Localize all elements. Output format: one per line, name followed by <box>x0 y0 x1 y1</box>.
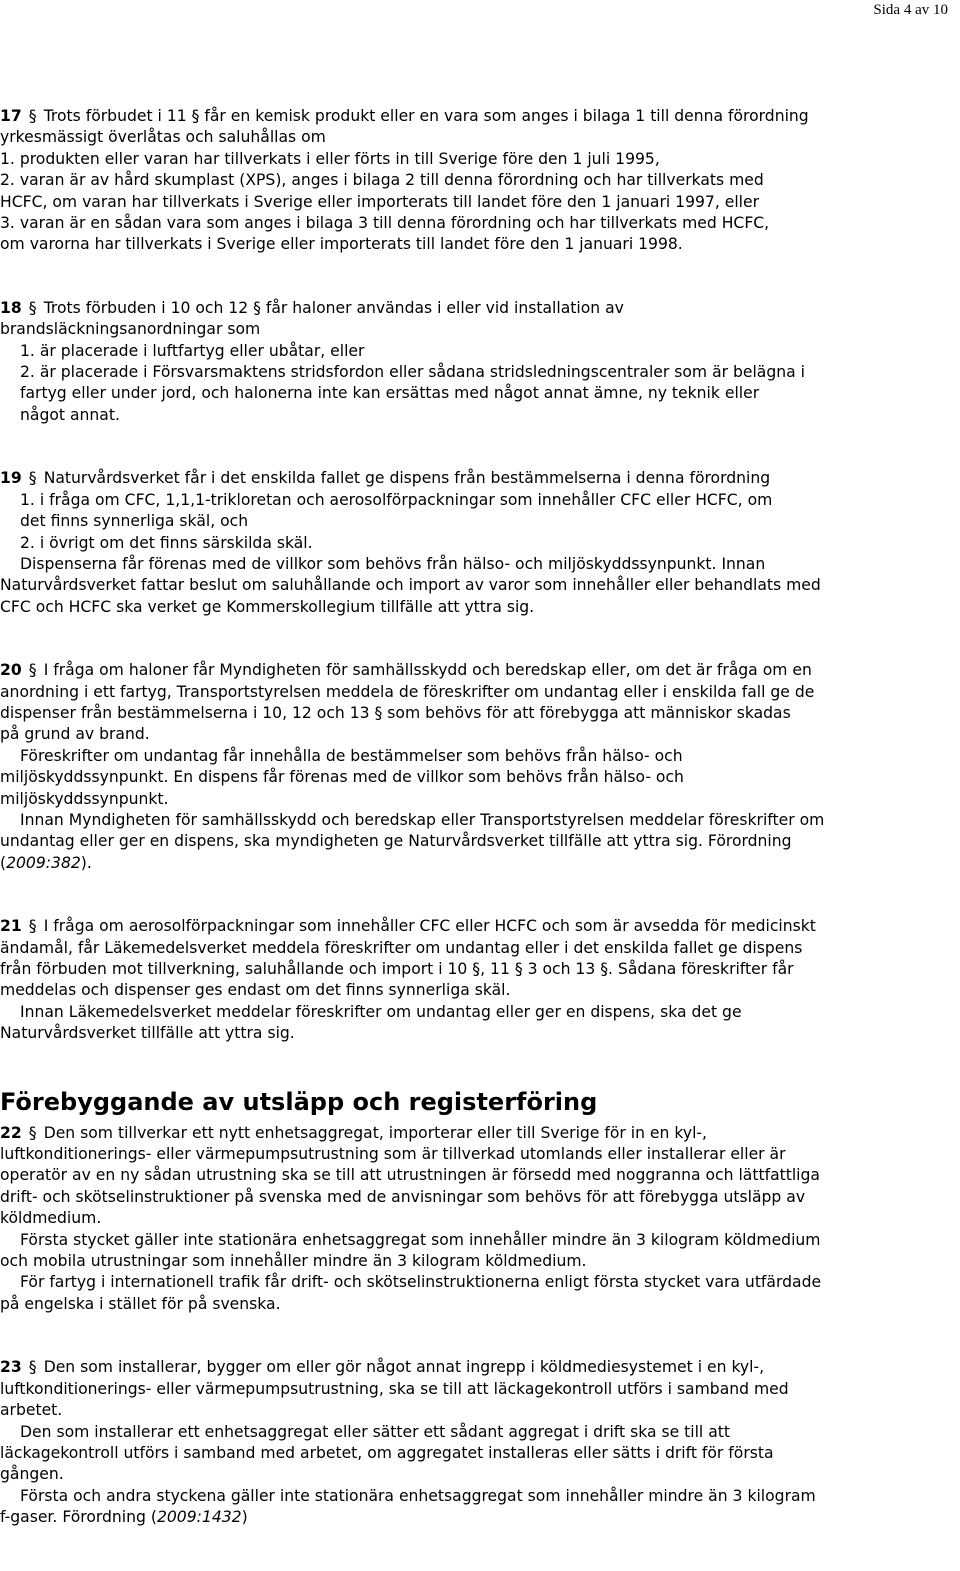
paragraph-number: 19 <box>0 469 22 488</box>
text-line <box>0 724 958 745</box>
text-line <box>0 1294 958 1315</box>
paragraph-17 <box>0 106 958 256</box>
text-line <box>0 1144 958 1165</box>
paragraph-number: 21 <box>0 917 22 936</box>
text-line <box>0 810 958 831</box>
text-line <box>0 1464 958 1485</box>
text-line <box>0 234 958 255</box>
text-line <box>0 1507 958 1528</box>
text-line <box>0 1486 958 1507</box>
line-text: Naturvårdsverket får i det enskilda fallet ge dispens från bestämmelserna i denna förordning <box>43 469 771 488</box>
paragraph-number: 20 <box>0 661 22 680</box>
line-text: f-gaser. Förordning (2009:1432) <box>0 1508 248 1527</box>
line-text: 1. är placerade i luftfartyg eller ubåtar, eller <box>20 341 365 360</box>
paragraph-number: 17 <box>0 107 22 125</box>
text-line <box>0 938 958 959</box>
line-text: (2009:382). <box>0 853 92 872</box>
line-text: på engelska i stället för på svenska. <box>0 1294 281 1313</box>
paragraph-group <box>0 1123 958 1529</box>
text-line <box>0 789 958 810</box>
text-line <box>0 1023 958 1044</box>
text-line <box>0 383 958 404</box>
section-heading: Förebyggande av utsläpp och registerföring <box>0 1087 598 1116</box>
text-line <box>0 597 958 618</box>
text-line <box>0 149 958 170</box>
line-text: läckagekontroll utförs i samband med arbetet, om aggregatet installeras eller sätts i drift för första <box>0 1443 774 1462</box>
line-text: yrkesmässigt överlåtas och saluhållas om <box>0 128 326 147</box>
text-line <box>0 1230 958 1251</box>
line-text: Första stycket gäller inte stationära enhetsaggregat som innehåller mindre än 3 kilogram köldmedium <box>20 1230 821 1249</box>
text-line <box>0 1379 958 1400</box>
text-line <box>0 170 958 191</box>
text-line <box>0 916 958 937</box>
text-line <box>0 980 958 1001</box>
line-text: I fråga om aerosolförpackningar som innehåller CFC eller HCFC och som är avsedda för medicinskt <box>43 917 816 936</box>
paragraph-19 <box>0 468 958 618</box>
paragraph-23 <box>0 1357 958 1528</box>
text-line <box>0 1357 958 1378</box>
text-line <box>0 405 958 426</box>
line-text: undantag eller ger en dispens, ska myndigheten ge Naturvårdsverket tillfälle att yttra sig. Förordning <box>0 832 792 851</box>
line-text: Trots förbudet i 11 § får en kemisk produkt eller en vara som anges i bilaga 1 till denna förordning <box>43 107 809 125</box>
line-text: dispenser från bestämmelserna i 10, 12 och 13 § som behövs för att förebygga att människor skadas <box>0 703 791 722</box>
text-line <box>0 341 958 362</box>
text-line <box>0 831 958 852</box>
text-line <box>0 468 958 489</box>
text-line <box>0 490 958 511</box>
line-text: om varorna har tillverkats i Sverige eller importerats till landet före den 1 januari 1998. <box>0 235 683 254</box>
text-line <box>0 575 958 596</box>
document-body <box>0 106 958 1571</box>
text-line <box>0 1165 958 1186</box>
text-line <box>0 746 958 767</box>
line-text: operatör av en ny sådan utrustning ska se till att utrustningen är försedd med noggranna och lättfattliga <box>0 1166 820 1185</box>
line-text: HCFC, om varan har tillverkats i Sverige eller importerats till landet före den 1 januari 1997, eller <box>0 192 760 211</box>
text-line <box>0 1002 958 1023</box>
line-text: Den som installerar ett enhetsaggregat eller sätter ett sådant aggregat i drift ska se till att <box>20 1422 731 1441</box>
line-text: 3. varan är en sådan vara som anges i bilaga 3 till denna förordning och har tillverkats med HCFC, <box>0 214 770 233</box>
text-line <box>0 1400 958 1421</box>
text-line <box>0 362 958 383</box>
line-text: ändamål, får Läkemedelsverket meddela föreskrifter om undantag eller i det enskilda fallet ge dispens <box>0 938 803 957</box>
line-text: 2. varan är av hård skumplast (XPS), anges i bilaga 2 till denna förordning och har tillverkats med <box>0 171 764 190</box>
text-line <box>0 1123 958 1144</box>
paragraph-20 <box>0 660 958 874</box>
text-line <box>0 533 958 554</box>
line-text: från förbuden mot tillverkning, saluhållande och import i 10 §, 11 § 3 och 13 §. Sådana föreskrifter får <box>0 960 794 978</box>
line-text: meddelas och dispenser ges endast om det finns synnerliga skäl. <box>0 981 511 1000</box>
paragraph-number: 23 <box>0 1358 22 1377</box>
text-line <box>0 554 958 575</box>
line-text: något annat. <box>20 405 120 424</box>
line-text: Naturvårdsverket tillfälle att yttra sig. <box>0 1024 295 1043</box>
line-text: CFC och HCFC ska verket ge Kommerskollegium tillfälle att yttra sig. <box>0 597 535 616</box>
section-sign-icon: § <box>28 469 37 488</box>
line-text: Föreskrifter om undantag får innehålla de bestämmelser som behövs från hälso- och <box>20 746 683 765</box>
text-line <box>0 1272 958 1293</box>
line-text: arbetet. <box>0 1401 63 1420</box>
line-text: drift- och skötselinstruktioner på svenska med de anvisningar som behövs för att förebygga utsläpp av <box>0 1187 806 1206</box>
line-text: brandsläckningsanordningar som <box>0 320 261 339</box>
text-line <box>0 1422 958 1443</box>
line-text: Innan Myndigheten för samhällsskydd och beredskap eller Transportstyrelsen meddelar föreskrifter om <box>20 810 825 829</box>
line-text: 2. i övrigt om det finns särskilda skäl. <box>20 533 313 552</box>
paragraph-number: 18 <box>0 298 22 317</box>
line-text: anordning i ett fartyg, Transportstyrelsen meddela de föreskrifter om undantag eller i enskilda fall ge de <box>0 682 815 701</box>
line-text: det finns synnerliga skäl, och <box>20 512 249 531</box>
line-text: gången. <box>0 1465 64 1484</box>
text-line <box>0 319 958 340</box>
text-line <box>0 1251 958 1272</box>
line-text: 2. är placerade i Försvarsmaktens stridsfordon eller sådana stridsledningscentraler som är belägna i <box>20 363 805 382</box>
line-text: 1. produkten eller varan har tillverkats i eller förts in till Sverige före den 1 juli 1995, <box>0 149 660 168</box>
line-text: köldmedium. <box>0 1209 102 1228</box>
text-line <box>0 682 958 703</box>
section-sign-icon: § <box>28 1358 37 1377</box>
line-text: Den som installerar, bygger om eller gör något annat ingrepp i köldmediesystemet i en kyl-, <box>43 1358 765 1377</box>
sfs-reference-link[interactable]: 2009:382 <box>6 853 81 872</box>
line-text: Dispenserna får förenas med de villkor som behövs från hälso- och miljöskyddssynpunkt. Innan <box>20 554 766 573</box>
line-text: Trots förbuden i 10 och 12 § får haloner användas i eller vid installation av <box>43 298 624 317</box>
line-text: luftkonditionerings- eller värmepumpsutrustning, ska se till att läckagekontroll utförs i samband med <box>0 1379 789 1398</box>
line-text: Den som tillverkar ett nytt enhetsaggregat, importerar eller till Sverige för in en kyl-, <box>43 1123 707 1142</box>
line-text: miljöskyddssynpunkt. <box>0 789 169 808</box>
section-sign-icon: § <box>28 1123 37 1142</box>
line-text: luftkonditionerings- eller värmepumpsutrustning som är tillverkad utomlands eller installerar eller är <box>0 1145 786 1164</box>
line-text: och mobila utrustningar som innehåller mindre än 3 kilogram köldmedium. <box>0 1252 587 1271</box>
text-line <box>0 959 958 980</box>
text-line <box>0 853 958 874</box>
text-line <box>0 1443 958 1464</box>
line-text: på grund av brand. <box>0 725 150 744</box>
sfs-reference-link[interactable]: 2009:1432 <box>156 1508 242 1527</box>
line-text: Innan Läkemedelsverket meddelar föreskrifter om undantag eller ger en dispens, ska det ge <box>20 1002 742 1021</box>
paragraph-group <box>0 106 958 1045</box>
text-line <box>0 127 958 148</box>
paragraph-number: 22 <box>0 1123 22 1142</box>
text-line <box>0 703 958 724</box>
line-text: För fartyg i internationell trafik får drift- och skötselinstruktionerna enligt första stycket vara utfärdade <box>20 1273 822 1292</box>
section-sign-icon: § <box>28 107 37 125</box>
text-line <box>0 213 958 234</box>
line-text: fartyg eller under jord, och halonerna inte kan ersättas med något annat ämne, ny teknik eller <box>20 384 760 403</box>
line-text: Första och andra styckena gäller inte stationära enhetsaggregat som innehåller mindre än 3 kilogram <box>20 1486 816 1505</box>
line-text: miljöskyddssynpunkt. En dispens får förenas med de villkor som behövs från hälso- och <box>0 768 684 787</box>
text-line <box>0 767 958 788</box>
section-sign-icon: § <box>28 298 37 317</box>
line-text: I fråga om haloner får Myndigheten för samhällsskydd och beredskap eller, om det är fråga om en <box>43 661 812 680</box>
paragraph-21 <box>0 916 958 1044</box>
paragraph-22 <box>0 1123 958 1316</box>
page-number: Sida 4 av 10 <box>873 2 948 18</box>
section-sign-icon: § <box>28 661 37 680</box>
text-line <box>0 192 958 213</box>
section-sign-icon: § <box>28 917 37 936</box>
line-text: 1. i fråga om CFC, 1,1,1-trikloretan och aerosolförpackningar som innehåller CFC eller HCFC, om <box>20 490 773 509</box>
text-line <box>0 106 958 127</box>
paragraph-18 <box>0 298 958 426</box>
text-line <box>0 298 958 319</box>
text-line <box>0 1187 958 1208</box>
text-line <box>0 1208 958 1229</box>
line-text: Naturvårdsverket fattar beslut om saluhållande och import av varor som innehåller eller behandlats med <box>0 576 821 595</box>
text-line <box>0 660 958 681</box>
text-line <box>0 511 958 532</box>
